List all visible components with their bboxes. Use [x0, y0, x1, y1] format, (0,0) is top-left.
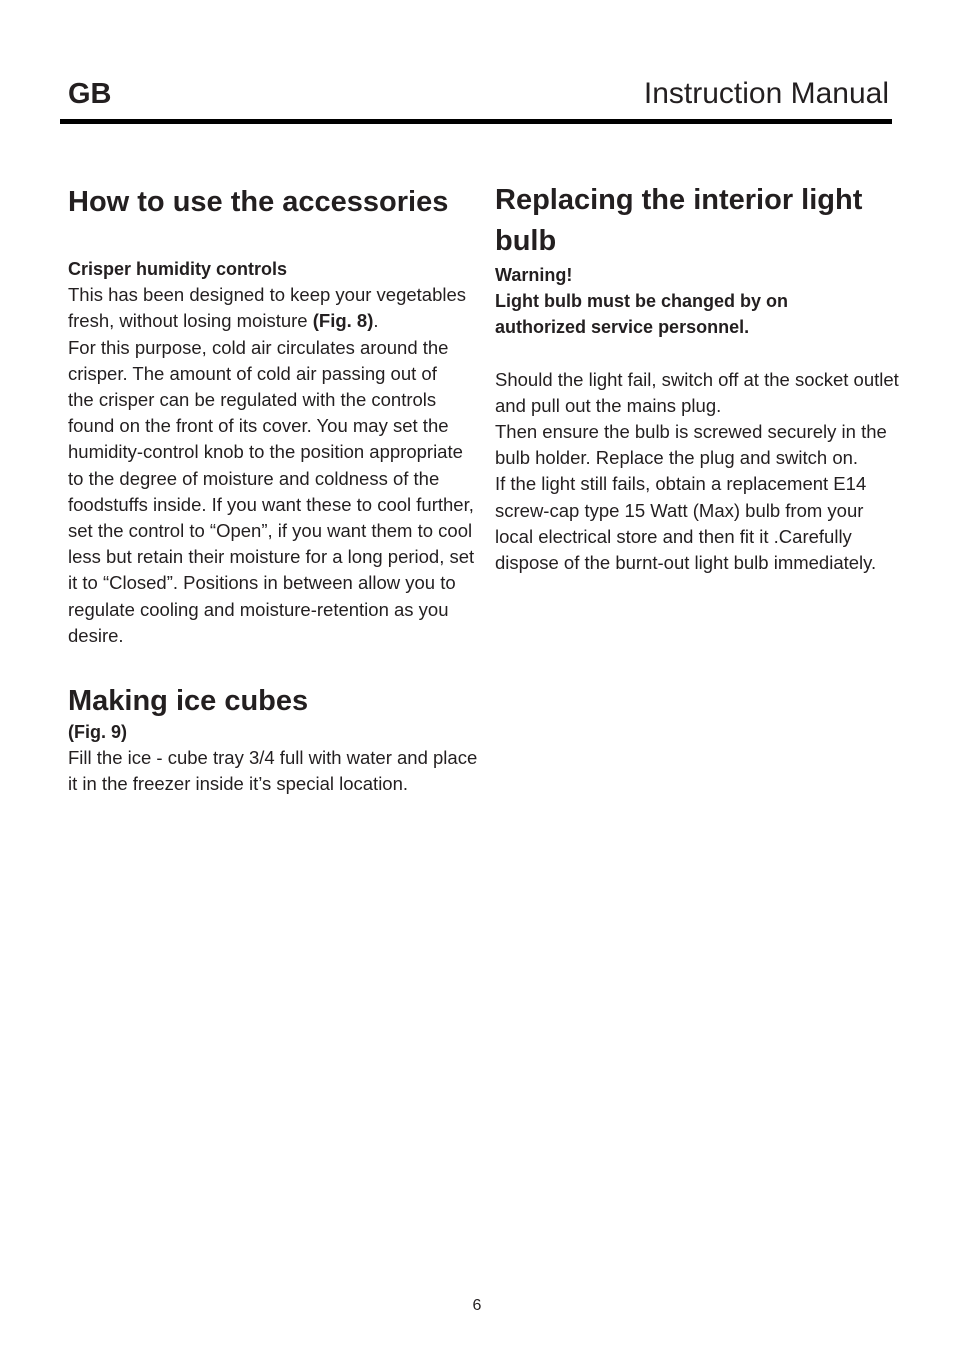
ice-cubes-heading: Making ice cubes: [68, 685, 309, 718]
fig-8-reference: (Fig. 8): [312, 310, 374, 332]
spacer: [68, 649, 478, 683]
crisper-p1-end: .: [373, 310, 379, 332]
fig-9-reference: (Fig. 9): [68, 722, 127, 743]
ice-cubes-paragraph: Fill the ice - cube tray 3/4 full with water and place it in the freezer inside it’s special location.: [68, 747, 478, 795]
header-language-code: GB: [68, 78, 112, 110]
header-title: Instruction Manual: [643, 77, 889, 110]
header-rule: [60, 119, 892, 124]
crisper-paragraph-3: the crisper can be regulated with the controls found on the front of its cover. You may set the humidity-control knob to the position appropriate to the degree of moisture and coldness of the foodstuffs inside. If you want these to cool further, set the control to “Open”, if you want them to cool less but retain their moisture for a long period, set it to “Closed”. Positions in between allow you to regulate cooling and moisture-retention as you desire.: [68, 389, 475, 646]
spacer: [495, 341, 905, 367]
spacer: [68, 222, 478, 256]
bulb-paragraph-3: If the light still fails, obtain a replacement E14 screw-cap type 15 Watt (Max) bulb from your local electrical store and then fit it .Carefully dispose of the burnt-out light bulb immediately.: [495, 473, 877, 574]
bulb-paragraph-2: Then ensure the bulb is screwed securely in the bulb holder. Replace the plug and switch on.: [495, 421, 887, 469]
warning-text: Light bulb must be changed by on authorized service personnel.: [495, 291, 788, 338]
bulb-paragraph-1: Should the light fail, switch off at the socket outlet and pull out the mains plug.: [495, 368, 899, 416]
accessories-heading: How to use the accessories: [68, 186, 449, 218]
right-column: [495, 180, 905, 576]
warning-label: Warning!: [495, 265, 573, 285]
crisper-paragraph-1: [68, 282, 478, 334]
crisper-p1-text: This has been designed to keep your vegetables fresh, without losing moisture: [68, 284, 467, 332]
light-bulb-heading: Replacing the interior light bulb: [495, 184, 863, 257]
crisper-subheading: Crisper humidity controls: [68, 259, 288, 279]
page-number: 6: [472, 1297, 482, 1314]
left-column: [68, 182, 478, 798]
crisper-paragraph-2: For this purpose, cold air circulates around the crisper. The amount of cold air passing out of: [68, 336, 449, 384]
